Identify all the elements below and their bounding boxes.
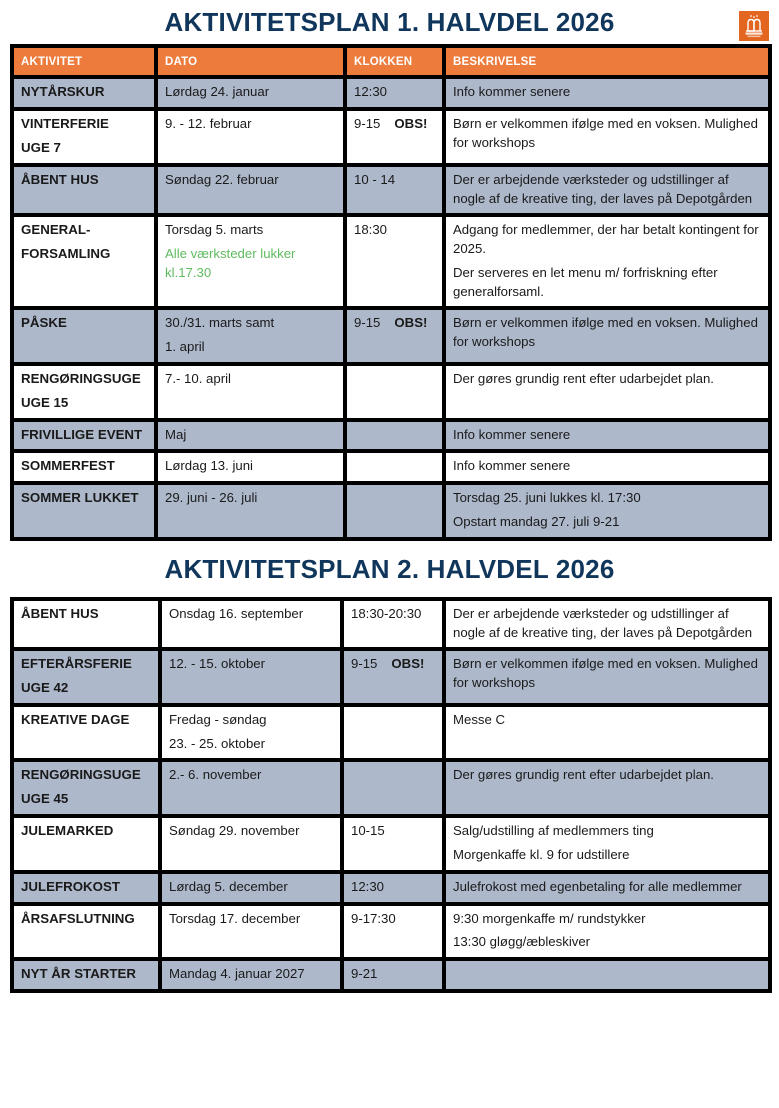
table-row	[12, 77, 770, 109]
cell-line: RENGØRINGSUGE	[21, 767, 141, 783]
table-row	[12, 760, 770, 816]
column-header-dato: DATO	[156, 46, 345, 77]
cell-line: Der er arbejdende værksteder og udstillinger af nogle af de kreative ting, der laves på Depotgården	[453, 171, 753, 206]
cell-line: NYT ÅR STARTER	[21, 966, 136, 982]
cell-line: 9-15 OBS!	[354, 315, 428, 331]
cell-aktivitet	[12, 760, 160, 816]
cell-line: FRIVILLIGE EVENT	[21, 426, 143, 442]
cell-line: 12:30	[351, 878, 385, 894]
section-2-title-row	[0, 541, 779, 597]
table-row	[12, 959, 770, 991]
cell-beskrivelse	[444, 451, 770, 483]
cell-line: FORSAMLING	[21, 246, 111, 262]
cell-line: Der er arbejdende værksteder og udstillinger af nogle af de kreative ting, der laves på Depotgården	[453, 605, 753, 640]
cell-line: Fredag - søndag	[169, 712, 267, 728]
cell-dato	[160, 904, 342, 959]
cell-klokken	[342, 649, 444, 705]
cell-line: 13:30 gløgg/æbleskiver	[453, 934, 591, 950]
cell-aktivitet	[12, 215, 156, 308]
cell-line: Mandag 4. januar 2027	[169, 966, 305, 982]
cell-line: 23. - 25. oktober	[169, 735, 266, 751]
cell-line: 18:30-20:30	[351, 605, 422, 621]
cell-line: Der serveres en let menu m/ forfriskning efter generalforsaml.	[453, 264, 718, 299]
cell-dato	[160, 872, 342, 904]
table-row	[12, 420, 770, 452]
table-row	[12, 364, 770, 420]
cell-line: Torsdag 17. december	[169, 910, 301, 926]
cell-line: 9:30 morgenkaffe m/ rundstykker	[453, 910, 646, 926]
cell-line: 9-21	[351, 966, 378, 982]
cell-line: Adgang for medlemmer, der har betalt kontingent for 2025.	[453, 222, 759, 257]
cell-line: UGE 45	[21, 791, 69, 807]
cell-line: Info kommer senere	[453, 458, 571, 474]
cell-beskrivelse	[444, 483, 770, 538]
cell-aktivitet	[12, 420, 156, 452]
cell-line: Søndag 22. februar	[165, 171, 279, 187]
cell-dato	[160, 599, 342, 649]
cell-beskrivelse	[444, 599, 770, 649]
cell-aktivitet	[12, 599, 160, 649]
table-row	[12, 649, 770, 705]
cell-line: Børn er velkommen ifølge med en voksen. Mulighed for workshops	[453, 116, 758, 150]
table-body-second-half	[12, 599, 770, 991]
cell-line: Julefrokost med egenbetaling for alle medlemmer	[453, 878, 742, 894]
cell-dato	[156, 364, 345, 420]
cell-line: Alle værksteder lukker kl.17.30	[165, 246, 296, 280]
page-title-second-half: AKTIVITETSPLAN 2. HALVDEL 2026	[164, 553, 615, 584]
table-row	[12, 904, 770, 959]
cell-aktivitet	[12, 451, 156, 483]
cell-line: Torsdag 25. juni lukkes kl. 17:30	[453, 490, 641, 506]
cell-line: Messe C	[453, 712, 506, 728]
table-header-row	[12, 46, 770, 77]
cell-aktivitet	[12, 705, 160, 760]
cell-line: Opstart mandag 27. juli 9-21	[453, 514, 620, 530]
cell-line: Lørdag 13. juni	[165, 458, 253, 474]
table-body-first-half	[12, 77, 770, 538]
column-header-beskrivelse: BESKRIVELSE	[444, 46, 770, 77]
cell-klokken	[342, 705, 444, 760]
cell-beskrivelse	[444, 308, 770, 363]
section-1-title-row	[0, 0, 779, 44]
obs-badge: OBS!	[394, 315, 428, 331]
cell-line: JULEFROKOST	[21, 878, 120, 894]
cell-beskrivelse	[444, 760, 770, 816]
cell-line: SOMMER LUKKET	[21, 490, 139, 506]
cell-aktivitet	[12, 165, 156, 215]
cell-dato	[156, 420, 345, 452]
cell-line: 9-17:30	[351, 910, 396, 926]
cell-line: ÅBENT HUS	[21, 605, 99, 621]
cell-dato	[156, 451, 345, 483]
cell-dato	[156, 109, 345, 165]
cell-aktivitet	[12, 483, 156, 538]
table-row	[12, 599, 770, 649]
cell-beskrivelse	[444, 215, 770, 308]
cell-dato	[160, 959, 342, 991]
table-row	[12, 816, 770, 871]
cell-aktivitet	[12, 77, 156, 109]
cell-klokken	[342, 904, 444, 959]
cell-dato	[160, 816, 342, 871]
cell-klokken	[345, 364, 444, 420]
cell-klokken	[342, 959, 444, 991]
cell-beskrivelse	[444, 649, 770, 705]
cell-line: Onsdag 16. september	[169, 605, 304, 621]
cell-line: Børn er velkommen ifølge med en voksen. Mulighed for workshops	[453, 656, 758, 690]
cell-dato	[156, 215, 345, 308]
cell-line: NYTÅRSKUR	[21, 84, 105, 100]
cell-line: RENGØRINGSUGE	[21, 370, 141, 386]
cell-beskrivelse	[444, 165, 770, 215]
cell-aktivitet	[12, 816, 160, 871]
cell-line: Søndag 29. november	[169, 823, 300, 839]
cell-beskrivelse	[444, 816, 770, 871]
cell-line: ÅBENT HUS	[21, 171, 99, 187]
cell-aktivitet	[12, 308, 156, 363]
cell-beskrivelse	[444, 109, 770, 165]
column-header-klokken: KLOKKEN	[345, 46, 444, 77]
table-row	[12, 451, 770, 483]
cell-line: 2.- 6. november	[169, 767, 262, 783]
cell-aktivitet	[12, 364, 156, 420]
cell-dato	[160, 705, 342, 760]
cell-klokken	[345, 109, 444, 165]
cell-beskrivelse	[444, 872, 770, 904]
page-title-first-half: AKTIVITETSPLAN 1. HALVDEL 2026	[164, 7, 615, 37]
table-row	[12, 308, 770, 363]
obs-badge: OBS!	[394, 116, 428, 132]
cell-line: 9-15 OBS!	[354, 116, 428, 132]
activity-table-second-half	[10, 597, 772, 993]
cell-line: 18:30	[354, 222, 388, 238]
cell-line: Børn er velkommen ifølge med en voksen. Mulighed for workshops	[453, 315, 758, 350]
cell-line: 1. april	[165, 339, 205, 355]
cell-beskrivelse	[444, 420, 770, 452]
cell-line: 7.- 10. april	[165, 370, 231, 386]
cell-aktivitet	[12, 872, 160, 904]
cell-dato	[156, 77, 345, 109]
activity-table-first-half	[10, 44, 772, 541]
cell-line: KREATIVE DAGE	[21, 712, 130, 728]
cell-line: Der gøres grundig rent efter udarbejdet plan.	[453, 370, 714, 386]
cell-line: PÅSKE	[21, 315, 67, 331]
cell-dato	[160, 760, 342, 816]
cell-aktivitet	[12, 109, 156, 165]
cell-klokken	[342, 816, 444, 871]
obs-badge: OBS!	[391, 656, 425, 672]
table-row	[12, 872, 770, 904]
cell-dato	[160, 649, 342, 705]
table-row	[12, 109, 770, 165]
cell-line: SOMMERFEST	[21, 458, 115, 474]
cell-line: EFTERÅRSFERIE	[21, 656, 132, 672]
cell-klokken	[345, 165, 444, 215]
table-row	[12, 483, 770, 538]
cell-line: 12. - 15. oktober	[169, 656, 266, 672]
cell-aktivitet	[12, 649, 160, 705]
cell-line: 12:30	[354, 84, 388, 100]
table-row	[12, 215, 770, 308]
cell-line: 9-15 OBS!	[351, 656, 425, 672]
cell-aktivitet	[12, 904, 160, 959]
cell-line: 10 - 14	[354, 171, 396, 187]
table-row	[12, 165, 770, 215]
cell-line: UGE 15	[21, 394, 69, 410]
table-row	[12, 705, 770, 760]
cell-klokken	[345, 215, 444, 308]
cell-beskrivelse	[444, 959, 770, 991]
cell-aktivitet	[12, 959, 160, 991]
cell-dato	[156, 483, 345, 538]
cell-line: 30./31. marts samt	[165, 315, 275, 331]
cell-line: Maj	[165, 426, 187, 442]
cell-klokken	[342, 760, 444, 816]
cell-beskrivelse	[444, 364, 770, 420]
cell-line: 9. - 12. februar	[165, 116, 252, 132]
cell-klokken	[342, 872, 444, 904]
cell-line: Lørdag 24. januar	[165, 84, 270, 100]
cell-klokken	[345, 77, 444, 109]
cell-dato	[156, 308, 345, 363]
cell-line: Salg/udstilling af medlemmers ting	[453, 823, 654, 839]
cell-line: Der gøres grundig rent efter udarbejdet plan.	[453, 767, 714, 783]
cell-line: Torsdag 5. marts	[165, 222, 264, 238]
cell-line: Info kommer senere	[453, 84, 571, 100]
cell-beskrivelse	[444, 904, 770, 959]
cell-klokken	[345, 420, 444, 452]
column-header-aktivitet: AKTIVITET	[12, 46, 156, 77]
cell-line: 29. juni - 26. juli	[165, 490, 258, 506]
cell-line: Info kommer senere	[453, 426, 571, 442]
cell-line: GENERAL-	[21, 222, 91, 238]
cell-line: UGE 7	[21, 140, 61, 156]
cell-line: 10-15	[351, 823, 385, 839]
cell-line: VINTERFERIE	[21, 116, 109, 132]
cell-beskrivelse	[444, 77, 770, 109]
cell-line: ÅRSAFSLUTNING	[21, 910, 135, 926]
cell-dato	[156, 165, 345, 215]
cell-klokken	[342, 599, 444, 649]
cell-beskrivelse	[444, 705, 770, 760]
cell-klokken	[345, 451, 444, 483]
cell-line: Lørdag 5. december	[169, 878, 288, 894]
cell-klokken	[345, 483, 444, 538]
cell-klokken	[345, 308, 444, 363]
cell-line: UGE 42	[21, 680, 69, 696]
depotgaarden-logo-icon	[739, 11, 769, 41]
cell-line: Morgenkaffe kl. 9 for udstillere	[453, 846, 630, 862]
cell-line: JULEMARKED	[21, 823, 114, 839]
